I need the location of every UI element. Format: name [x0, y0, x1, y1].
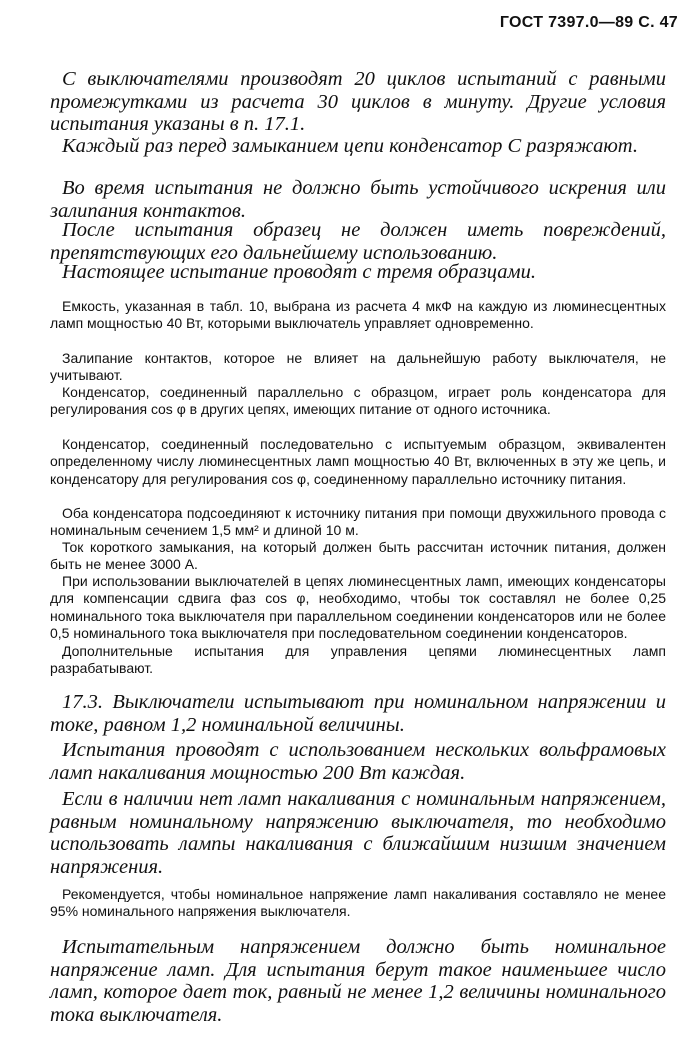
note-capacitance: Емкость, указанная в табл. 10, выбрана из расчета 4 мкФ на каждую из люминесцентных ламп мощностью 40 Вт, которыми выключатель управляет одновременно.: [50, 298, 666, 332]
paragraph-cycles: С выключателями производят 20 циклов испытаний с равными промежутками из расчета 30 циклов в минуту. Другие условия испытания указаны в п. 17.1.: [50, 68, 666, 135]
paragraph-no-arcing: Во время испытания не должно быть устойчивого искрения или залипания контактов.: [50, 177, 666, 222]
note-recommended-voltage: Рекомендуется, чтобы номинальное напряжение ламп накаливания составляло не менее 95% номинального напряжения выключателя.: [50, 886, 666, 920]
paragraph-nearest-voltage: Если в наличии нет ламп накаливания с номинальным напряжением, равным номинальному напряжению выключателя, то необходимо использовать лампы накаливания с ближайшим низшим значением напряжения.: [50, 788, 666, 878]
paragraph-test-voltage: Испытательным напряжением должно быть номинальное напряжение ламп. Для испытания берут такое наименьшее число ламп, которое дает ток, равный не менее 1,2 величины номинального тока выключателя.: [50, 936, 666, 1026]
paragraph-section-17-3: 17.3. Выключатели испытывают при номинальном напряжении и токе, равном 1,2 номинальной величины.: [50, 691, 666, 736]
note-additional-tests: Дополнительные испытания для управления цепями люминесцентных ламп разрабатывают.: [50, 643, 666, 677]
paragraph-tungsten-lamps: Испытания проводят с использованием нескольких вольфрамовых ламп накаливания мощностью 200 Вт каждая.: [50, 739, 666, 784]
note-fluorescent-current: При использовании выключателей в цепях люминесцентных ламп, имеющих конденсаторы для компенсации сдвига фаз cos φ, необходимо, чтобы ток составлял не более 0,25 номинального тока выключателя при параллельном соединении конденсаторов или не более 0,5 номинального тока выключателя при последовательном соединении конденсаторов.: [50, 573, 666, 642]
note-wiring: Оба конденсатора подсоединяют к источнику питания при помощи двухжильного провода с номинальным сечением 1,5 мм² и длиной 10 м.: [50, 505, 666, 539]
paragraph-no-damage: После испытания образец не должен иметь повреждений, препятствующих его дальнейшему использованию.: [50, 219, 666, 264]
note-series-capacitor: Конденсатор, соединенный последовательно с испытуемым образцом, эквивалентен определенному числу люминесцентных ламп мощностью 40 Вт, включенных в эту же цепь, и конденсатору для регулирования cos φ, соединенному параллельно источнику питания.: [50, 436, 666, 487]
note-parallel-capacitor: Конденсатор, соединенный параллельно с образцом, играет роль конденсатора для регулирования cos φ в других цепях, имеющих питание от одного источника.: [50, 384, 666, 418]
note-short-circuit: Ток короткого замыкания, на который должен быть рассчитан источник питания, должен быть не менее 3000 А.: [50, 539, 666, 573]
page-header: ГОСТ 7397.0—89 С. 47: [499, 14, 678, 31]
paragraph-three-samples: Настоящее испытание проводят с тремя образцами.: [62, 261, 536, 283]
note-contact-sticking: Залипание контактов, которое не влияет на дальнейшую работу выключателя, не учитывают.: [50, 350, 666, 384]
paragraph-capacitor-discharge: Каждый раз перед замыканием цепи конденсатор С разряжают.: [62, 135, 638, 157]
